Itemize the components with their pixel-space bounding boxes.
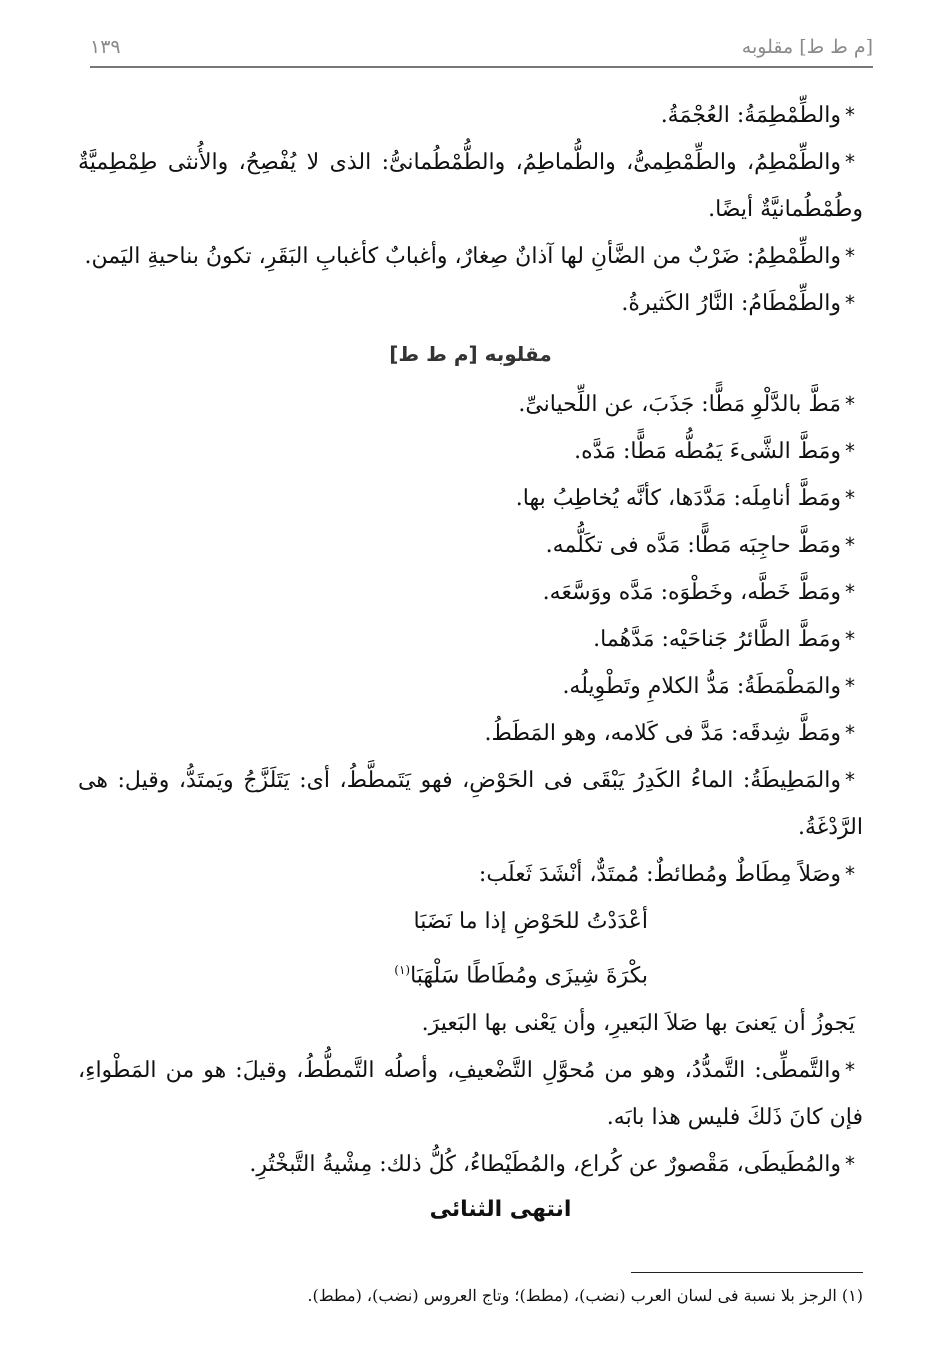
entry-text: ومَطَّ الشَّىءَ يَمُطُّه مَطًّا: مَدَّه. xyxy=(574,439,841,464)
dictionary-entry xyxy=(78,280,863,327)
dictionary-entry xyxy=(78,569,863,616)
entry-text: والطِّمْطِمُ، والطِّمْطِمىُّ، والطُّماطِمُ، والطُّمْطُمانىُّ: الذى لا يُفْصِحُ، والأُنثى طِمْطِميَّةٌ وطُمْطُمانيَّةٌ أيضًا. xyxy=(78,150,863,222)
dictionary-entry xyxy=(78,475,863,522)
entry-text: مَطَّ بالدَّلْوِ مَطًّا: جَذَبَ، عن اللِّحيانىِّ. xyxy=(518,392,841,417)
poem-verse xyxy=(78,898,863,946)
entry-star: * xyxy=(845,486,855,510)
dictionary-entry xyxy=(78,1141,863,1188)
header-title: [م ط ط] مقلوبه xyxy=(741,36,873,58)
entry-star: * xyxy=(845,1152,855,1177)
verse-text: أعْدَدْتُ للحَوْضِ إذا ما نَضَبَا xyxy=(413,909,648,934)
poem-verse xyxy=(78,946,863,1000)
dictionary-entry xyxy=(78,139,863,233)
dictionary-entry xyxy=(78,616,863,663)
footnote-reference: (١) xyxy=(394,963,411,977)
dictionary-entry xyxy=(78,428,863,475)
entry-star: * xyxy=(845,768,855,792)
entry-star: * xyxy=(845,580,855,604)
entry-text: ومَطَّ الطَّائرُ جَناحَيْه: مَدَّهُما. xyxy=(593,627,841,652)
entry-star: * xyxy=(845,291,855,315)
dictionary-entry xyxy=(78,233,863,280)
entry-star: * xyxy=(845,721,855,745)
entry-text: والمُطَيطَى، مَقْصورٌ عن كُراع، والمُطَيْطاءُ، كُلُّ ذلك: مِشْيةُ التَّبخْتُرِ. xyxy=(249,1152,841,1178)
section-end-mark: انتهى الثنائى xyxy=(429,1197,572,1223)
body-text xyxy=(78,92,863,1232)
entry-text: والمَطْمَطَةُ: مَدُّ الكلامِ وتَطْوِيلُه. xyxy=(562,674,841,699)
dictionary-entry xyxy=(78,851,863,898)
entry-text: والطِّمْطِمُ: ضَرْبٌ من الضَّأنِ لها آذانٌ صِغارٌ، وأغبابٌ كأغبابِ البَقَرِ، تكونُ بناحيةِ اليَمن. xyxy=(84,244,841,269)
entry-star: * xyxy=(845,862,855,886)
footnote xyxy=(78,1283,863,1309)
entry-star: * xyxy=(845,392,855,416)
footnote-mark: (١) xyxy=(841,1286,863,1305)
running-header xyxy=(90,30,873,68)
dictionary-entry xyxy=(78,757,863,851)
entry-text: ومَطَّ خَطَّه، وخَطْوَه: مَدَّه ووَسَّعَه. xyxy=(542,580,841,605)
entry-star: * xyxy=(845,103,855,127)
entry-star: * xyxy=(845,1058,855,1083)
section-heading: مقلوبه [م ط ط] xyxy=(389,342,552,366)
dictionary-entry xyxy=(78,92,863,139)
entry-star: * xyxy=(845,674,855,698)
entry-star: * xyxy=(845,244,855,268)
entry-text: والمَطِيطَةُ: الماءُ الكَدِرُ يَبْقَى فى الحَوْضِ، فهو يَتَمطَّطُ، أى: يَتَلَزَّجُ ويَمتَدُّ، وقيل: هى الرَّدْغَةُ. xyxy=(78,768,863,840)
entry-text: وصَلاً مِطَاطٌ ومُطائطٌ: مُمتَدٌّ، أنْشَدَ ثَعلَب: xyxy=(478,862,841,887)
entry-star: * xyxy=(845,533,855,557)
entry-star: * xyxy=(845,439,855,463)
entry-star: * xyxy=(845,150,855,174)
dictionary-entry xyxy=(78,1047,863,1141)
dictionary-entry xyxy=(78,710,863,757)
entry-text: ومَطَّ شِدقَه: مَدَّ فى كَلامه، وهو المَطَطُ. xyxy=(484,721,841,746)
verse-commentary: يَجوزُ أن يَعنىَ بها صَلاَ البَعيرِ، وأن يَعْنى بها البَعيرَ. xyxy=(421,1011,855,1037)
entry-star: * xyxy=(845,627,855,651)
dictionary-entry xyxy=(78,522,863,569)
footnote-divider xyxy=(631,1272,863,1273)
dictionary-entry xyxy=(78,381,863,428)
dictionary-entry xyxy=(78,663,863,710)
page-number: ١٣٩ xyxy=(90,36,121,58)
entry-text: والتَّمطِّى: التَّمدُّدُ، وهو من مُحوَّلِ التَّضْعيفِ، وأصلُه التَّمطُّطُ، وقيلَ: هو من المَطْواءِ، فإن كانَ ذَلكَ فليس هذا بابَه. xyxy=(78,1058,863,1131)
entry-text: والطِّمْطِمَةُ: العُجْمَةُ. xyxy=(660,103,841,128)
entry-text: ومَطَّ حاجِبَه مَطًّا: مَدَّه فى تكَلُّمه. xyxy=(545,533,841,558)
entry-text: والطِّمْطَامُ: النَّارُ الكَثيرةُ. xyxy=(621,291,841,316)
entry-text: ومَطَّ أنامِلَه: مَدَّدَها، كأنَّه يُخاطِبُ بها. xyxy=(515,486,841,511)
footnote-text: الرجز بلا نسبة فى لسان العرب (نضب)، (مطط)؛ وتاج العروس (نضب)، (مطط). xyxy=(307,1286,837,1305)
verse-text: بكْرَةَ شِيزَى ومُطَاطًا سَلْهَبَا xyxy=(410,963,648,989)
